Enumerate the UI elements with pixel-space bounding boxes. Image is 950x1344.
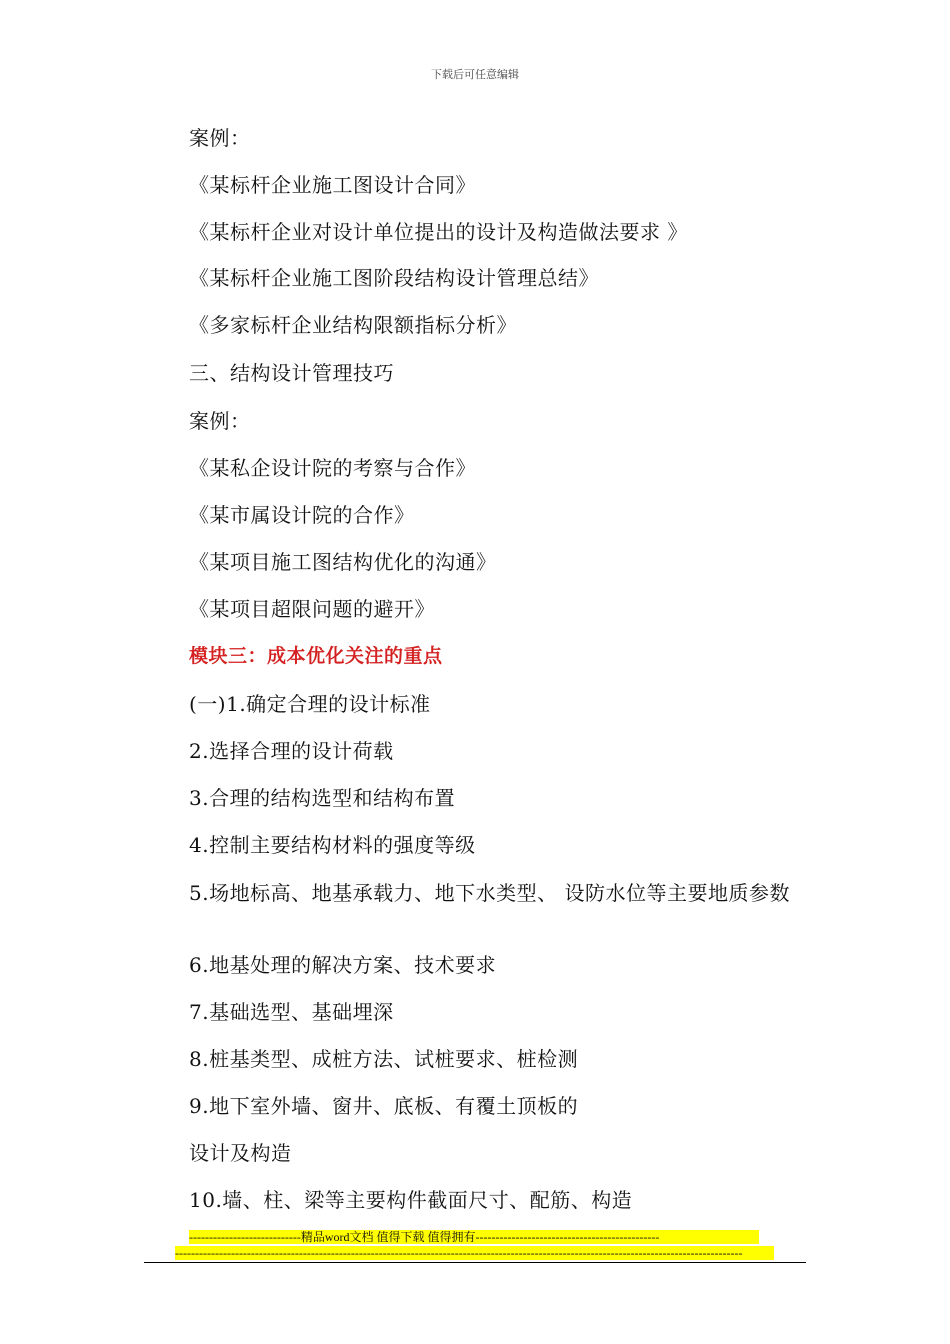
list-item: 9.地下室外墙、窗井、底板、有覆土顶板的 [189, 1094, 579, 1118]
list-item-wrapped: 5.场地标高、地基承载力、地下水类型、 设防水位等主要地质参数 [189, 881, 790, 905]
page-header: 下载后可任意编辑 [431, 68, 519, 81]
case-title: 《某项目超限问题的避开》 [189, 597, 435, 621]
list-item: 4.控制主要结构材料的强度等级 [189, 833, 476, 857]
case-title: 《多家标杆企业结构限额指标分析》 [189, 313, 517, 337]
footer-dash-line: ---------------------------------------------------------------------------------------------------------------------------------------------- [175, 1246, 774, 1260]
footer-rule [144, 1262, 806, 1263]
section-heading: 三、结构设计管理技巧 [189, 361, 394, 385]
list-item: (一)1.确定合理的设计标准 [189, 692, 431, 716]
case-title: 《某市属设计院的合作》 [189, 503, 415, 527]
list-item: 7.基础选型、基础埋深 [189, 1000, 394, 1024]
case-title: 《某标杆企业施工图设计合同》 [189, 173, 476, 197]
case-label: 案例： [189, 126, 251, 150]
case-title: 《某标杆企业施工图阶段结构设计管理总结》 [189, 266, 599, 290]
list-item: 6.地基处理的解决方案、技术要求 [189, 953, 497, 977]
case-label: 案例： [189, 409, 251, 433]
list-item: 2.选择合理的设计荷载 [189, 739, 394, 763]
list-item: 8.桩基类型、成桩方法、试桩要求、桩检测 [189, 1047, 579, 1071]
case-title: 《某标杆企业对设计单位提出的设计及构造做法要求 》 [189, 220, 688, 244]
list-item: 10.墙、柱、梁等主要构件截面尺寸、配筋、构造 [189, 1188, 633, 1212]
case-title: 《某项目施工图结构优化的沟通》 [189, 550, 497, 574]
list-item-continuation: 设计及构造 [189, 1141, 292, 1165]
case-title: 《某私企设计院的考察与合作》 [189, 456, 476, 480]
module-heading: 模块三：成本优化关注的重点 [189, 645, 443, 667]
list-item: 3.合理的结构选型和结构布置 [189, 786, 456, 810]
footer-promo-text: ----------------------------精品word文档 值得下载 值得拥有---------------------------------------------- [189, 1230, 759, 1244]
